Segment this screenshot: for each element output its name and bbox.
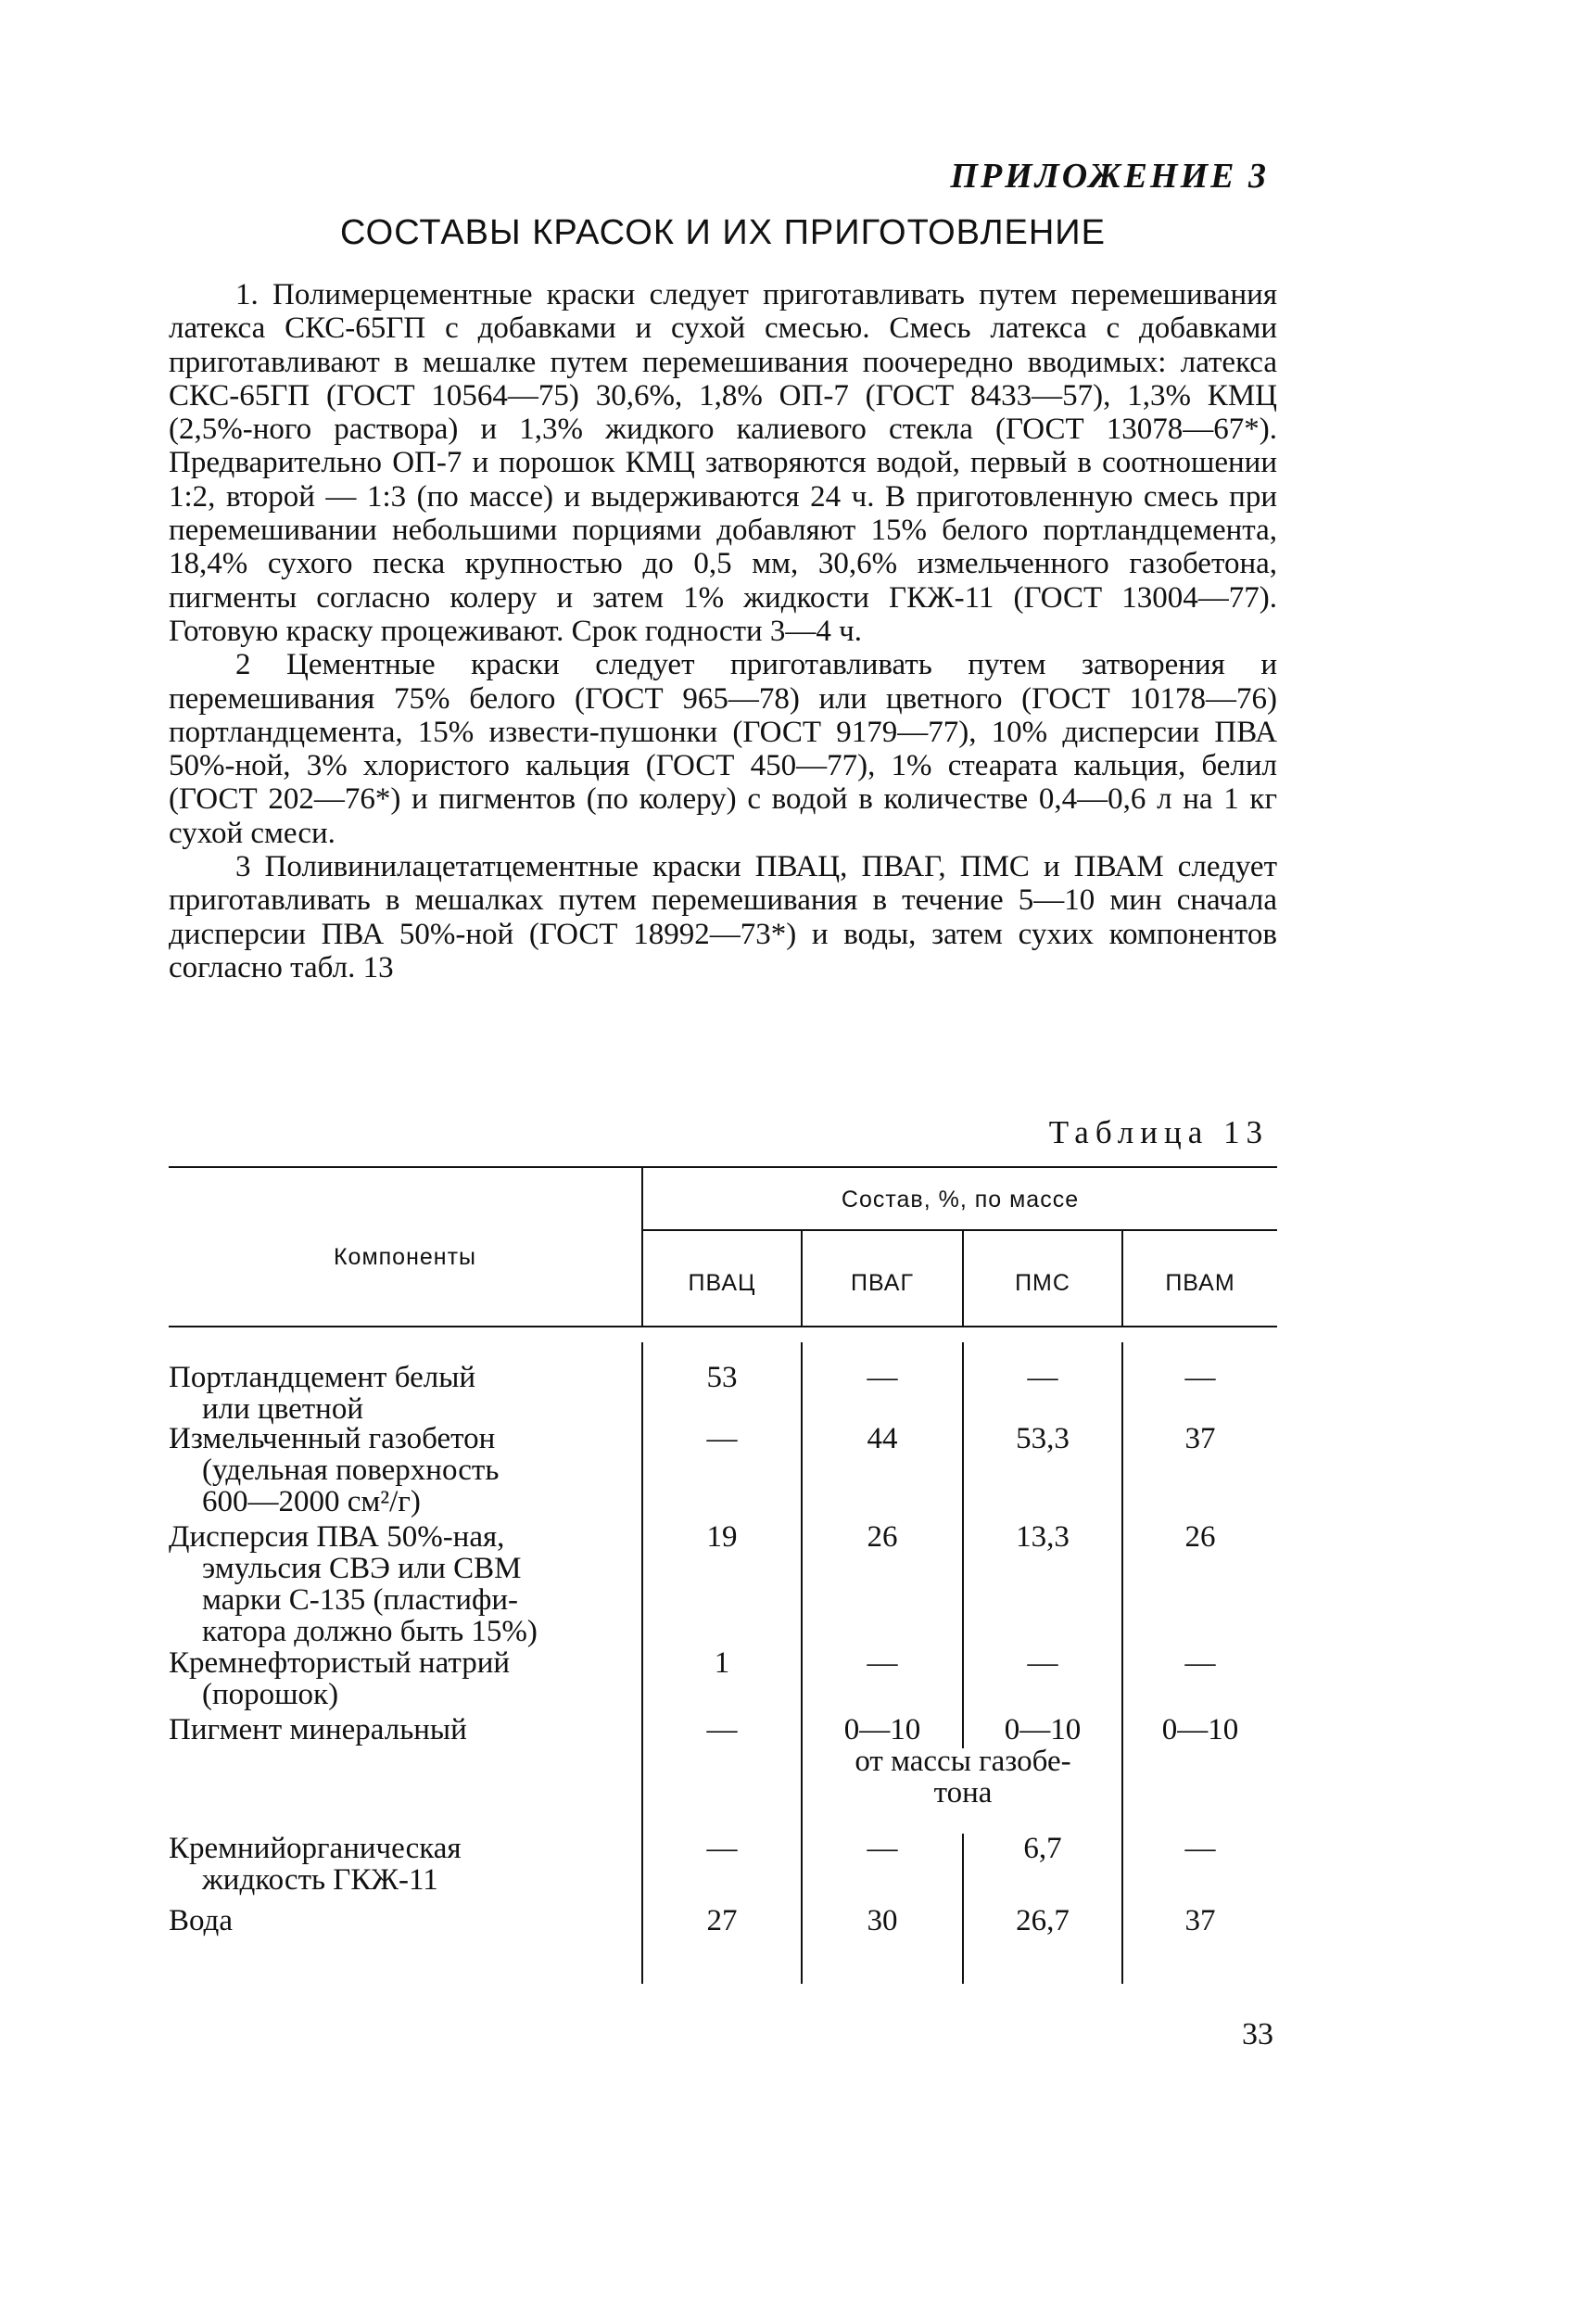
- row-name-line: или цветной: [202, 1392, 363, 1426]
- page-number: 33: [1242, 2017, 1273, 2051]
- cell-pvam: —: [1184, 1646, 1216, 1680]
- cell-pvac: 1: [714, 1646, 730, 1680]
- row-name-line: Измельченный газобетон: [169, 1422, 496, 1455]
- row-name-line: марки С-135 (пластифи-: [202, 1583, 519, 1617]
- row-name-line: (порошок): [202, 1678, 339, 1711]
- body-text: [169, 278, 1277, 984]
- cell-pvam: —: [1184, 1361, 1216, 1394]
- cell-pvam: —: [1184, 1832, 1216, 1865]
- header-col-pvac: ПВАЦ: [688, 1270, 756, 1296]
- row-name-line: катора должно быть 15%): [202, 1615, 538, 1648]
- row-name-line: Портландцемент белый: [169, 1361, 476, 1394]
- cell-pvag: —: [867, 1646, 898, 1680]
- cell-note: тона: [933, 1776, 993, 1810]
- appendix-label: ПРИЛОЖЕНИЕ 3: [950, 157, 1269, 196]
- cell-pvag: 26: [867, 1520, 898, 1554]
- cell-pvag: —: [867, 1361, 898, 1394]
- header-components: Компоненты: [333, 1244, 477, 1270]
- cell-pvac: —: [706, 1422, 738, 1455]
- cell-pvag: —: [867, 1832, 898, 1865]
- header-col-pvag: ПВАГ: [850, 1270, 915, 1296]
- cell-pvam: 26: [1184, 1520, 1216, 1554]
- cell-pvac: —: [706, 1832, 738, 1865]
- paragraph-3: 3 Поливинилацетатцементные краски ПВАЦ, ПВАГ, ПМС и ПВАМ следует приготавливать в мешалках путем перемешивания в течение 5—10 мин сначала дисперсии ПВА 50%-ной (ГОСТ 18992—73*) и воды, затем сухих компонентов согласно табл. 13: [169, 850, 1277, 984]
- paragraph-2: 2 Цементные краски следует приготавливать путем затворения и перемешивания 75% белого (ГОСТ 965—78) или цветного (ГОСТ 10178—76) портландцемента, 15% извести-пушонки (ГОСТ 9179—77), 10% дисперсии ПВА 50%-ной, 3% хлористого кальция (ГОСТ 450—77), 1% стеарата кальция, белил (ГОСТ 202—76*) и пигментов (по колеру) с водой в количестве 0,4—0,6 л на 1 кг сухой смеси.: [169, 648, 1277, 850]
- row-name-line: Кремнийорганическая: [169, 1832, 462, 1865]
- cell-pms: 13,3: [1016, 1520, 1070, 1554]
- header-col-pms: ПМС: [1015, 1270, 1070, 1296]
- row-name-line: Кремнефтористый натрий: [169, 1646, 511, 1680]
- cell-pvac: 53: [706, 1361, 738, 1394]
- cell-pms: 26,7: [1016, 1904, 1070, 1937]
- header-composition: Состав, %, по массе: [841, 1187, 1080, 1213]
- cell-pvac: 27: [706, 1904, 738, 1937]
- row-name-line: эмульсия СВЭ или СВМ: [202, 1552, 522, 1585]
- table-caption: Таблица 13: [1048, 1114, 1269, 1150]
- row-name-line: Дисперсия ПВА 50%-ная,: [169, 1520, 505, 1554]
- cell-pms: 0—10: [1004, 1713, 1082, 1746]
- cell-pms: 53,3: [1016, 1422, 1070, 1455]
- cell-pvag: 0—10: [843, 1713, 921, 1746]
- cell-pms: —: [1027, 1361, 1058, 1394]
- components-table: [169, 1166, 1277, 1984]
- page-title: СОСТАВЫ КРАСОК И ИХ ПРИГОТОВЛЕНИЕ: [340, 213, 1106, 252]
- cell-pms: 6,7: [1023, 1832, 1062, 1865]
- header-sub-rule: [641, 1229, 1277, 1231]
- cell-pvag: 44: [867, 1422, 898, 1455]
- cell-pvam: 37: [1184, 1904, 1216, 1937]
- row-name-line: 600—2000 см²/г): [202, 1485, 421, 1518]
- header-col-pvam: ПВАМ: [1165, 1270, 1235, 1296]
- row-name-line: Пигмент минеральный: [169, 1713, 467, 1746]
- cell-pvam: 0—10: [1161, 1713, 1239, 1746]
- header-bottom-rule: [169, 1326, 1277, 1327]
- table-top-rule: [169, 1166, 1277, 1168]
- row-name-line: жидкость ГКЖ-11: [202, 1863, 438, 1897]
- row-name-line: (удельная поверхность: [202, 1454, 500, 1487]
- cell-pvam: 37: [1184, 1422, 1216, 1455]
- cell-pms: —: [1027, 1646, 1058, 1680]
- cell-pvag: 30: [867, 1904, 898, 1937]
- paragraph-1: 1. Полимерцементные краски следует приготавливать путем перемешивания латекса СКС-65ГП с добавками и сухой смесью. Смесь латекса с добавками приготавливают в мешалке путем перемешивания поочередно вводимых: латекса СКС-65ГП (ГОСТ 10564—75) 30,6%, 1,8% ОП-7 (ГОСТ 8433—57), 1,3% КМЦ (2,5%-ного раствора) и 1,3% жидкого калиевого стекла (ГОСТ 13078—67*). Предварительно ОП-7 и порошок КМЦ затворяются водой, первый в соотношении 1:2, второй — 1:3 (по массе) и выдерживаются 24 ч. В приготовленную смесь при перемешивании небольшими порциями добавляют 15% белого портландцемента, 18,4% сухого песка крупностью до 0,5 мм, 30,6% измельченного газобетона, пигменты согласно колеру и затем 1% жидкости ГКЖ-11 (ГОСТ 13004—77). Готовую краску процеживают. Срок годности 3—4 ч.: [169, 278, 1277, 648]
- cell-pvac: 19: [706, 1520, 738, 1554]
- cell-pvac: —: [706, 1713, 738, 1746]
- row-name-line: Вода: [169, 1904, 233, 1937]
- cell-note: от массы газобе-: [855, 1745, 1071, 1778]
